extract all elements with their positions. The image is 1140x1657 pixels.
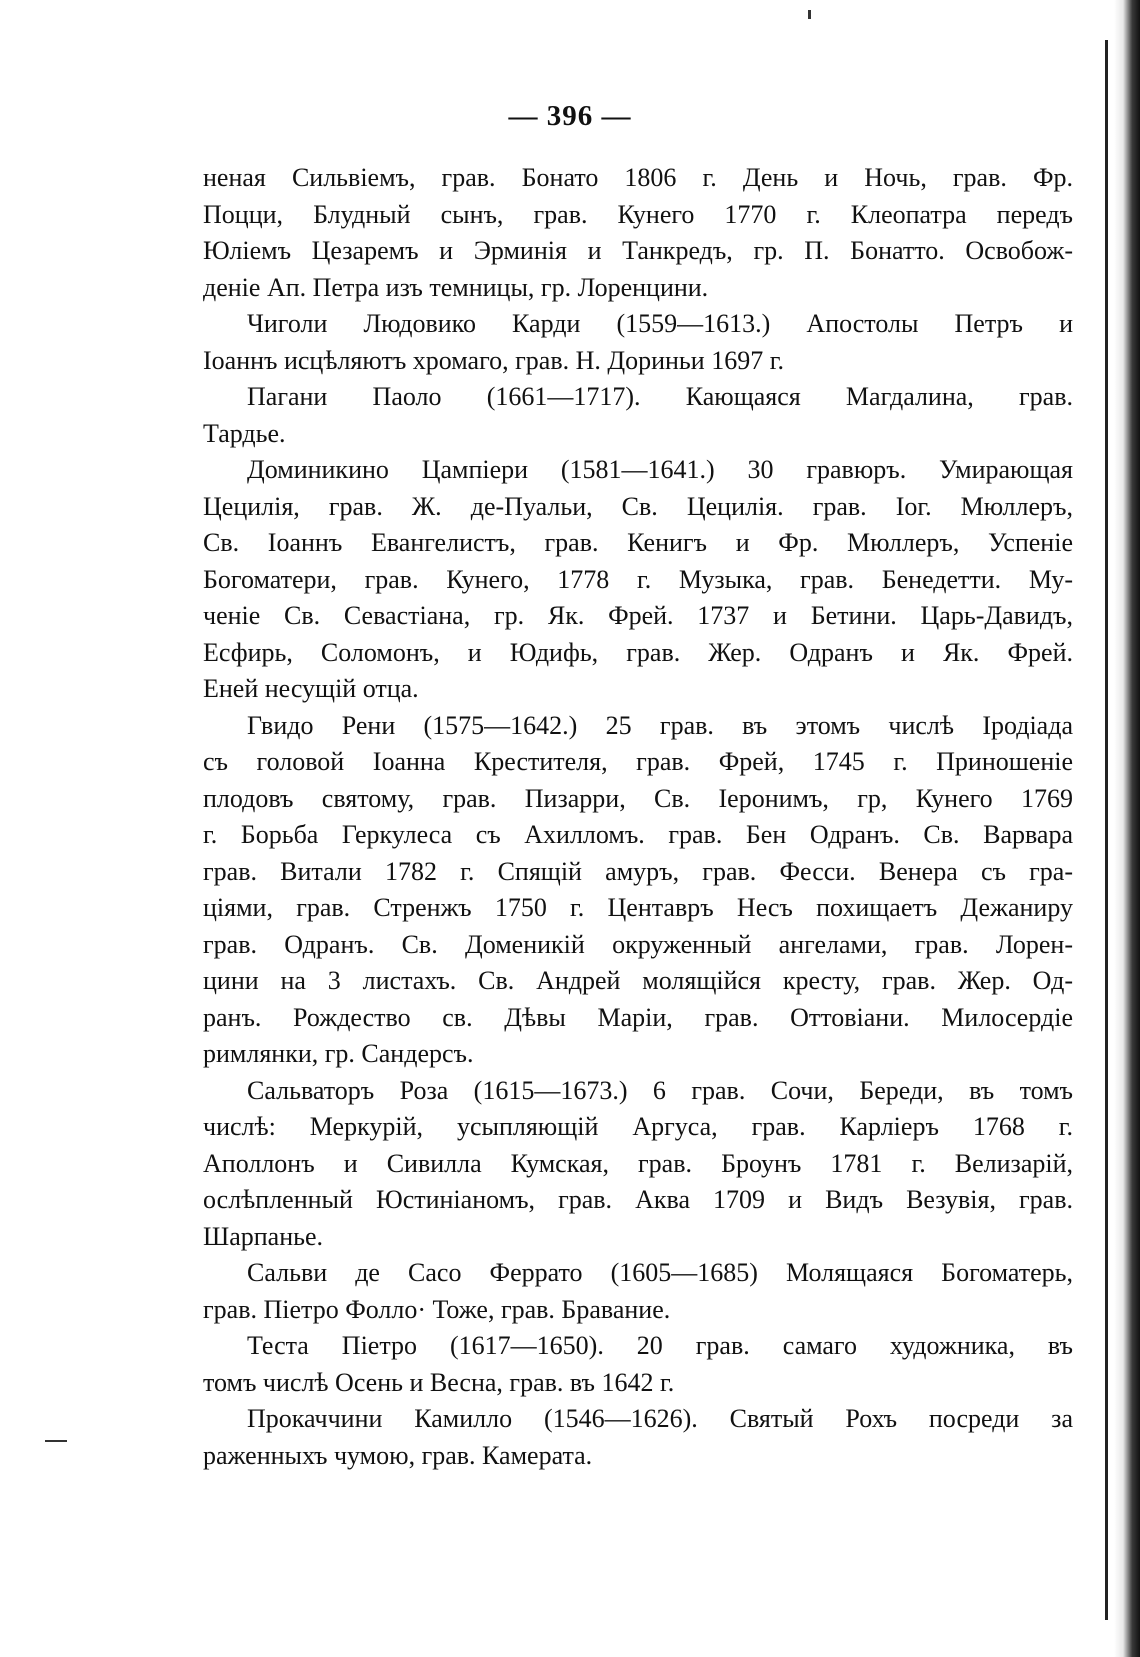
text-line: римлянки, гр. Сандерсъ.: [203, 1039, 474, 1068]
text-line: грав. Одранъ. Св. Доменикiй окруженный ангелами, грав. Лорен-: [203, 929, 1073, 959]
text-line: томъ числѣ Осень и Весна, грав. въ 1642 г.: [203, 1367, 675, 1397]
text-line: Доминикино Цампiери (1581—1641.) 30 гравюръ. Умирающая: [247, 455, 1073, 484]
text-line: ченiе Св. Севастiана, гр. Як. Фрей. 1737 и Бетини. Царь-Давидъ,: [203, 601, 1073, 630]
scan-speck: [808, 10, 811, 19]
scan-page-edge: [1114, 0, 1140, 1657]
text-line: Шарпанье.: [203, 1221, 324, 1251]
text-line: Юлiемъ Цезаремъ и Эрминiя и Танкредъ, гр. П. Бонатто. Освобож-: [203, 236, 1073, 265]
text-line: Аполлонъ и Сивилла Кумская, грав. Броунъ 1781 г. Велизарiй,: [203, 1148, 1073, 1178]
text-line: Гвидо Рени (1575—1642.) 25 грав. въ этомъ числѣ Iродiада: [247, 710, 1073, 740]
text-line: Богоматери, грав. Кунего, 1778 г. Музыка, грав. Бенедетти. Му-: [203, 564, 1073, 594]
text-line: Есфирь, Соломонъ, и Юдифь, грав. Жер. Одранъ и Як. Фрей.: [203, 637, 1073, 667]
text-line: Теста Пiетро (1617—1650). 20 грав. самаго художника, въ: [247, 1331, 1073, 1360]
text-line: Iоаннъ исцѣляютъ хромаго, грав. Н. Дориньи 1697 г.: [203, 345, 784, 375]
text-line: Еней несущiй отца.: [203, 674, 419, 703]
page-number: — 396 —: [508, 100, 632, 132]
text-line: Сальваторъ Роза (1615—1673.) 6 грав. Сочи, Береди, въ томъ: [247, 1075, 1073, 1105]
text-line: раженныхъ чумою, грав. Камерата.: [203, 1440, 593, 1470]
text-line: Тардье.: [203, 418, 286, 448]
text-line: Поцци, Блудный сынъ, грав. Кунего 1770 г. Клеопатра передъ: [203, 199, 1073, 229]
text-line: грав. Пiетро Фолло· Тоже, грав. Бравание.: [203, 1294, 671, 1324]
text-line: ранъ. Рождество св. Дѣвы Марiи, грав. Оттовiани. Милосердiе: [203, 1002, 1073, 1032]
text-line: денiе Ап. Петра изъ темницы, гр. Лоренцини.: [203, 272, 709, 302]
text-line: Чиголи Людовико Карди (1559—1613.) Апостолы Петръ и: [247, 309, 1073, 338]
text-line: съ головой Iоанна Крестителя, грав. Фрей, 1745 г. Приношенiе: [203, 747, 1073, 776]
text-line: грав. Витали 1782 г. Спящiй амуръ, грав. Фесси. Венера съ гра-: [203, 856, 1073, 886]
scan-speck: [45, 1440, 67, 1442]
text-line: числѣ: Меркурiй, усыпляющiй Аргуса, грав. Карлiеръ 1768 г.: [203, 1112, 1073, 1141]
text-line: ослѣпленный Юстинiаномъ, грав. Аква 1709 и Видъ Везувiя, грав.: [203, 1185, 1073, 1214]
text-line: Прокаччини Камилло (1546—1626). Святый Рохъ посреди за: [247, 1404, 1073, 1433]
text-line: г. Борьба Геркулеса съ Ахилломъ. грав. Бен Одранъ. Св. Варвара: [203, 820, 1073, 849]
text-line: Цецилiя, грав. Ж. де-Пуальи, Св. Цецилiя. грав. Iог. Мюллеръ,: [203, 491, 1073, 521]
text-line: Св. Iоаннъ Евангелистъ, грав. Кенигъ и Фр. Мюллеръ, Успенiе: [203, 528, 1073, 557]
text-line: Пагани Паоло (1661—1717). Кающаяся Магдалина, грав.: [247, 382, 1073, 411]
text-line: цiями, грав. Стренжъ 1750 г. Центавръ Несъ похищаетъ Дежаниру: [203, 893, 1073, 922]
text-line: Сальви де Сасо Феррато (1605—1685) Молящаяся Богоматерь,: [247, 1258, 1073, 1287]
text-line: цини на 3 листахъ. Св. Андрей молящiйся кресту, грав. Жер. Од-: [203, 966, 1073, 995]
scan-binding-line: [1105, 40, 1108, 1620]
text-body: [203, 160, 1073, 1474]
text-line: неная Сильвiемъ, грав. Бонато 1806 г. День и Ночь, грав. Фр.: [203, 163, 1073, 192]
text-line: плодовъ святому, грав. Пизарри, Св. Iеронимъ, гр, Кунего 1769: [203, 783, 1073, 813]
